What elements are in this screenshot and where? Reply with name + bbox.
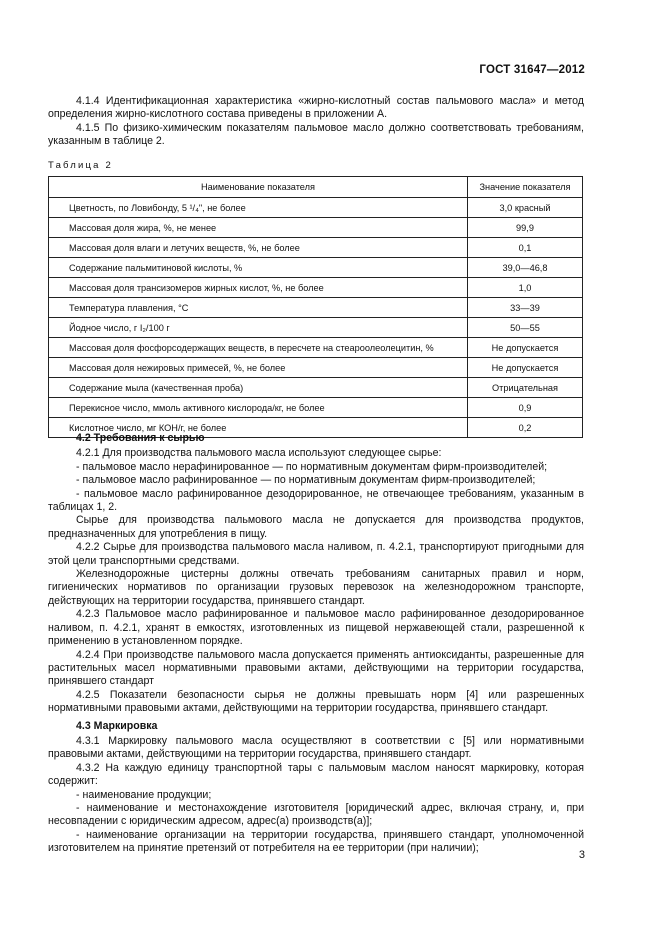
document-code: ГОСТ 31647—2012: [479, 64, 585, 76]
table-row: [49, 318, 583, 338]
indicator-name: Кислотное число, мг КОН/г, не более: [49, 418, 468, 438]
indicator-name: Массовая доля нежировых примесей, %, не более: [49, 358, 468, 378]
indicator-value: 99,9: [468, 218, 583, 238]
paragraph: Железнодорожные цистерны должны отвечать требованиям санитарных правил и норм, гигиенических нормативов по организации грузовых перевозок на железнодорожном транспорте, действующих на территории государства, принявшего стандарт.: [48, 568, 584, 607]
paragraph-4-3-2: 4.3.2 На каждую единицу транспортной тары с пальмовым маслом наносят маркировку, которая содержит:: [48, 761, 584, 788]
paragraph-4-1-5: 4.1.5 По физико-химическим показателям пальмовое масло должно соответствовать требованиям, указанным в таблице 2.: [48, 121, 584, 148]
indicator-name: Перекисное число, ммоль активного кислорода/кг, не более: [49, 398, 468, 418]
indicator-value: 0,2: [468, 418, 583, 438]
section-heading-4-2: 4.2 Требования к сырью: [76, 432, 205, 444]
table-row: [49, 218, 583, 238]
table-caption: Таблица 2: [48, 160, 113, 171]
list-item: - пальмовое масло рафинированное дезодорированное, не отвечающее требованиям, указанным в таблицах 1, 2.: [48, 487, 584, 514]
list-item: - наименование организации на территории государства, принявшего стандарт, уполномоченной изготовителем на принятие претензий от потребителя на ее территории (при наличии);: [48, 828, 584, 855]
paragraph-4-2-2: 4.2.2 Сырье для производства пальмового масла наливом, п. 4.2.1, транспортируют пригодными для этой цели транспортными средствами.: [48, 541, 584, 567]
indicator-value: 50—55: [468, 318, 583, 338]
indicator-name: Цветность, по Ловибонду, 5 ¹/₄", не более: [49, 198, 468, 218]
indicator-name: Йодное число, г I₂/100 г: [49, 318, 468, 338]
list-item: - наименование продукции;: [76, 788, 212, 801]
indicator-name: Температура плавления, °С: [49, 298, 468, 318]
indicator-name: Массовая доля фосфорсодержащих веществ, в пересчете на стеароолеолецитин, %: [49, 338, 468, 358]
table-row: [49, 338, 583, 358]
table-row: [49, 278, 583, 298]
indicator-name: Массовая доля трансизомеров жирных кислот, %, не более: [49, 278, 468, 298]
table-row: [49, 238, 583, 258]
intro-section: [48, 95, 584, 149]
table-row: [49, 398, 583, 418]
list-item: - наименование и местонахождение изготовителя [юридический адрес, включая страну, и, при несовпадении с юридическим адресом, адрес(а) производств(а)];: [48, 801, 584, 828]
indicator-value: 0,1: [468, 238, 583, 258]
column-header-name: Наименование показателя: [49, 177, 468, 198]
indicator-value: 3,0 красный: [468, 198, 583, 218]
indicator-value: 0,9: [468, 398, 583, 418]
indicator-name: Содержание мыла (качественная проба): [49, 378, 468, 398]
column-header-value: Значение показателя: [468, 177, 583, 198]
table-row: [49, 378, 583, 398]
body-section: [48, 428, 584, 856]
indicator-value: 33—39: [468, 298, 583, 318]
table-header-row: [49, 177, 583, 198]
page-number: 3: [578, 849, 585, 861]
table-row: [49, 298, 583, 318]
indicator-value: Не допускается: [468, 358, 583, 378]
indicators-table: [48, 176, 583, 438]
paragraph: Сырье для производства пальмового масла не допускается для производства продуктов, предназначенных для употребления в пищу.: [48, 514, 584, 540]
indicator-value: Отрицательная: [468, 378, 583, 398]
indicator-name: Массовая доля влаги и летучих веществ, %, не более: [49, 238, 468, 258]
table-row: [49, 358, 583, 378]
paragraph-4-2-1: 4.2.1 Для производства пальмового масла используют следующее сырье:: [76, 447, 442, 460]
indicator-value: 39,0—46,8: [468, 258, 583, 278]
list-item: - пальмовое масло нерафинированное — по нормативным документам фирм-производителей;: [76, 460, 548, 473]
section-heading-4-3: 4.3 Маркировка: [76, 719, 158, 732]
paragraph-4-3-1: 4.3.1 Маркировку пальмового масла осуществляют в соответствии с [5] или нормативными правовыми актами, действующими на территории государства, принявшего стандарт.: [48, 734, 584, 761]
table-row: [49, 198, 583, 218]
paragraph-4-2-3: 4.2.3 Пальмовое масло рафинированное и пальмовое масло рафинированное дезодорированное наливом, п. 4.2.1, хранят в емкостях, изготовленных из пищевой нержавеющей стали, разрешенной к применению в установленном порядке.: [48, 608, 584, 648]
paragraph-4-2-4: 4.2.4 При производстве пальмового масла допускается применять антиоксиданты, разрешенные для растительных масел нормативными правовыми актами, действующими на территории государства, принявшего стандарт: [48, 648, 584, 688]
table-row: [49, 258, 583, 278]
indicator-value: Не допускается: [468, 338, 583, 358]
paragraph-4-1-4: 4.1.4 Идентификационная характеристика «жирно-кислотный состав пальмового масла» и метод определения жирно-кислотного состава приведены в приложении А.: [48, 95, 584, 121]
paragraph-4-2-5: 4.2.5 Показатели безопасности сырья не должны превышать норм [4] или разрешенных нормативными правовыми актами, действующими на территории государства, принявшего стандарт.: [48, 688, 584, 715]
list-item: - пальмовое масло рафинированное — по нормативным документам фирм-производителей;: [76, 474, 536, 487]
indicator-name: Содержание пальмитиновой кислоты, %: [49, 258, 468, 278]
indicator-name: Массовая доля жира, %, не менее: [49, 218, 468, 238]
indicator-value: 1,0: [468, 278, 583, 298]
